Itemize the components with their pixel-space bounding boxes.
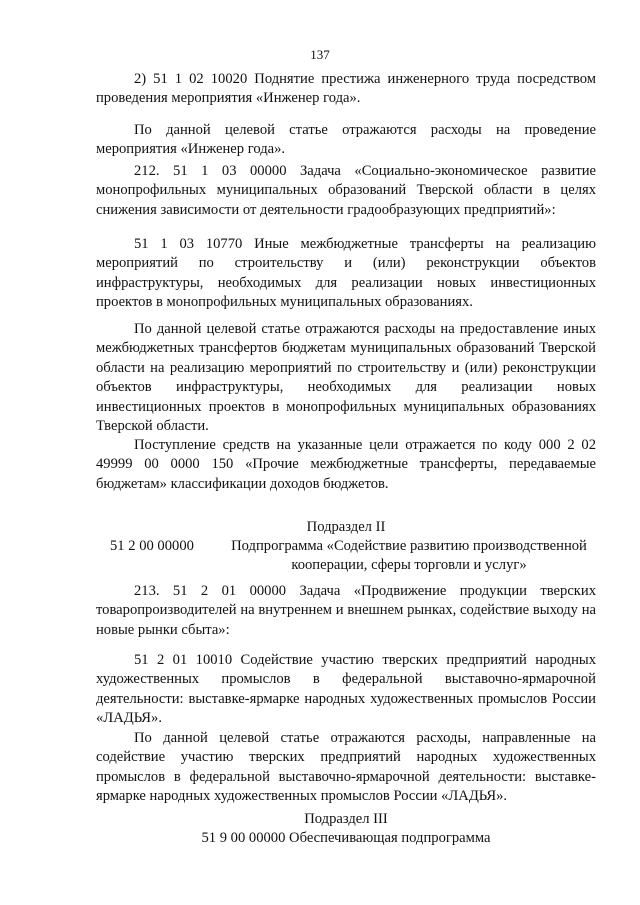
paragraph-ladya-expenses: По данной целевой статье отражаются расходы, направленные на содействие участию тверских предприятий народных художественных промыслов в федеральной выставочно-ярмарочной деятельности: выставке-ярмарке народных художественных промыслов России «ЛАДЬЯ». [96, 730, 596, 805]
subsection-2-heading: Подраздел II [306, 519, 386, 535]
paragraph-engineer-expenses: По данной целевой статье отражаются расходы на проведение мероприятия «Инженер года». [96, 122, 596, 158]
paragraph-task-213: 213. 51 2 01 00000 Задача «Продвижение продукции тверских товаропроизводителей на внутреннем и внешнем рынках, содействие выходу на новые рынки сбыта»: [96, 583, 596, 638]
paragraph-income-code: Поступление средств на указанные цели отражается по коду 000 2 02 49999 00 0000 150 «Прочие межбюджетные трансферты, передаваемые бюджетам» классификации доходов бюджетов. [96, 437, 596, 492]
subsection-3-heading: Подраздел III [304, 811, 388, 827]
subprogram-2-heading [96, 537, 596, 576]
paragraph-ladya-10010: 51 2 01 10010 Содействие участию тверских предприятий народных художественных промыслов в федеральной выставочно-ярмарочной деятельности: выставке-ярмарке народных художественных промыслов России «ЛАДЬЯ». [96, 652, 596, 727]
paragraph-transfers-expenses: По данной целевой статье отражаются расходы на предоставление иных межбюджетных трансфертов бюджетам муниципальных образований Тверской области на реализацию мероприятий по строительству и (или) реконструкции объектов инфраструктуры, необходимых для реализации новых инвестиционных проектов в монопрофильных муниципальных образованиях Тверской области. [96, 321, 596, 435]
subprogram-2-code: 51 2 00 00000 [110, 538, 194, 554]
paragraph-task-212: 212. 51 1 03 00000 Задача «Социально-экономическое развитие монопрофильных муниципальных образований Тверской области в целях снижения зависимости от деятельности градообразующих предприятий»: [96, 163, 596, 218]
page-number: 137 [310, 47, 330, 62]
paragraph-engineer-of-year: 2) 51 1 02 10020 Поднятие престижа инженерного труда посредством проведения мероприятия «Инженер года». [96, 71, 596, 107]
paragraph-transfers-10770: 51 1 03 10770 Иные межбюджетные трансферты на реализацию мероприятий по строительству и (или) реконструкции объектов инфраструктуры, необходимых для реализации новых инвестиционных проектов в монопрофильных муниципальных образованиях. [96, 236, 596, 311]
subprogram-3-heading: 51 9 00 00000 Обеспечивающая подпрограмма [201, 830, 491, 846]
subprogram-2-title: Подпрограмма «Содействие развитию производственной кооперации, сферы торговли и услуг» [231, 538, 587, 574]
